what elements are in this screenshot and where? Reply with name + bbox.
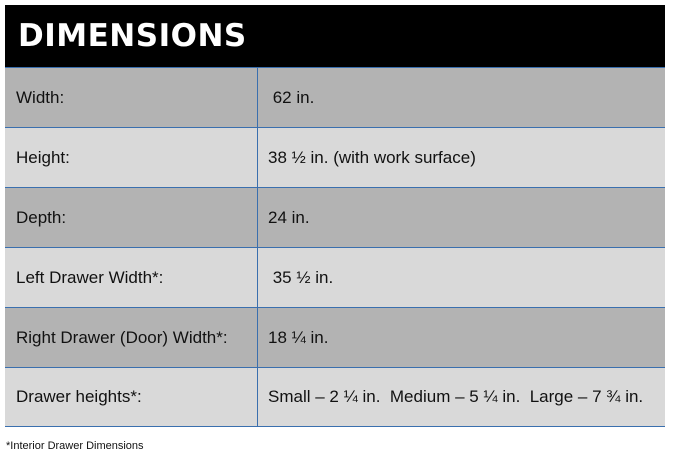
row-value: 62 in. [268,87,315,107]
row-value: Small – 2 ¼ in. Medium – 5 ¼ in. Large – 7 ¾ in. [268,387,644,406]
row-label: Left Drawer Width*: [5,248,258,307]
table-title: DIMENSIONS [18,18,247,54]
dimensions-table [5,5,665,427]
table-row-right-drawer-width [5,307,665,367]
row-label: Depth: [5,188,258,247]
row-value: 38 ½ in. (with work surface) [268,147,476,167]
table-row-left-drawer-width [5,247,665,307]
row-value: 24 in. [268,207,310,227]
row-label: Width: [5,68,258,127]
table-header [5,5,665,67]
row-label: Height: [5,128,258,187]
row-value: 35 ½ in. [268,267,334,287]
table-row-width [5,67,665,127]
table-row-depth [5,187,665,247]
table-row-height [5,127,665,187]
row-label: Drawer heights*: [5,368,258,426]
row-label: Right Drawer (Door) Width*: [5,308,258,367]
footnote: *Interior Drawer Dimensions [6,440,144,452]
table-row-drawer-heights [5,367,665,427]
row-value: 18 ¼ in. [268,327,329,347]
